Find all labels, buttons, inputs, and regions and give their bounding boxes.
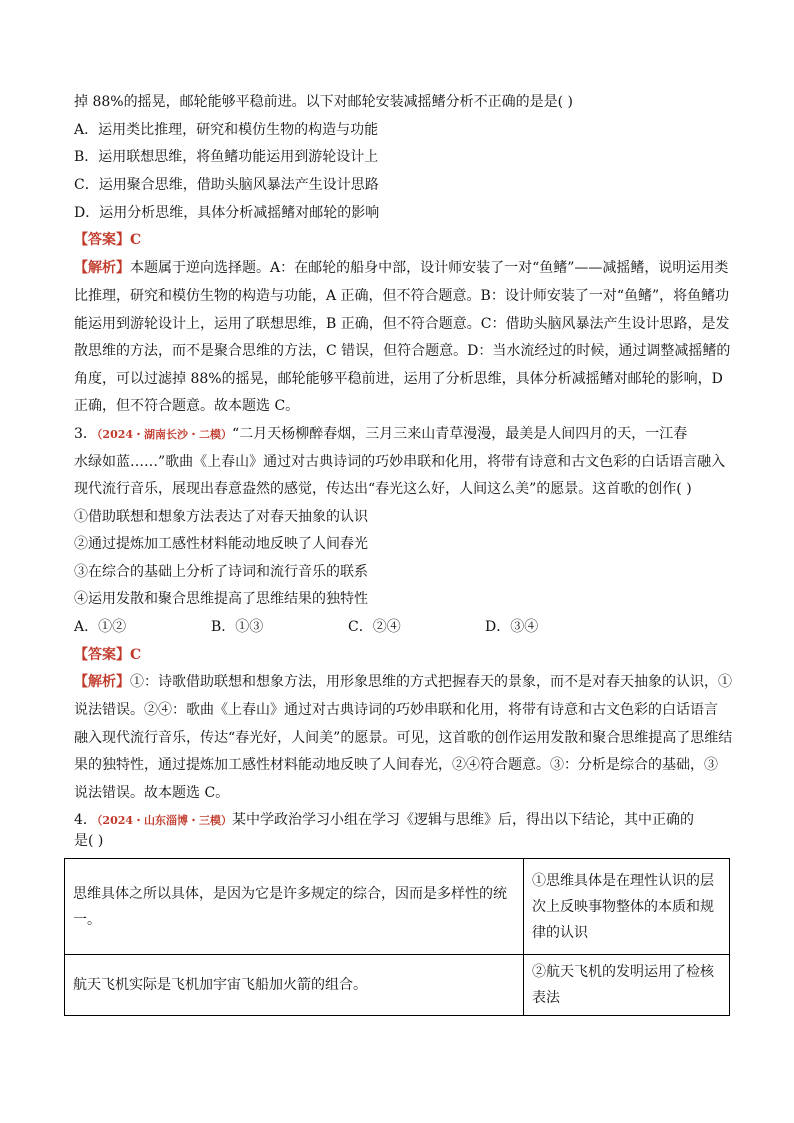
q2-option-a: A．运用类比推理，研究和模仿生物的构造与功能: [74, 122, 379, 138]
q2-analysis-line-5: 角度，可以过滤掉 88%的摇晃，邮轮能够平稳前进，运用了分析思维，具体分析减摇鳍对邮轮的影响，D: [74, 371, 723, 387]
table-row: [65, 955, 730, 1016]
table-cell-right: ①思维具体是在理性认识的层次上反映事物整体的本质和规律的认识: [524, 859, 730, 955]
stem-text: 某中学政治学习小组在学习《逻辑与思维》后，得出以下结论，其中正确的: [232, 812, 695, 828]
q2-option-d: D．运用分析思维，具体分析减摇鳍对邮轮的影响: [74, 205, 380, 221]
answer-value: C: [130, 232, 142, 248]
answer-tag: 【答案】: [74, 647, 130, 663]
choice-a: A．①②: [74, 619, 127, 635]
analysis-tag: 【解析】: [74, 674, 130, 690]
q4-stem-line-2: 是( ): [74, 833, 104, 849]
analysis-tag: 【解析】: [74, 260, 130, 276]
q2-stem-tail: 掉 88%的摇晃，邮轮能够平稳前进。以下对邮轮安装减摇鳍分析不正确的是是( ): [74, 94, 573, 110]
q3-analysis-line-3: 融入现代流行音乐，传达“春光好，人间美”的愿景。可见，这首歌的创作运用发散和聚合思维提高了思维结: [74, 730, 733, 746]
q3-item-2: ②通过提炼加工感性材料能动地反映了人间春光: [74, 536, 368, 552]
q3-analysis-line-4: 果的独特性，通过提炼加工感性材料能动地反映了人间春光，②④符合题意。③：分析是综合的基础，③: [74, 757, 718, 773]
q2-option-b: B．运用联想思维，将鱼鳍功能运用到游轮设计上: [74, 149, 379, 165]
stem-text: “二月天杨柳醉春烟，三月三来山青草漫漫，最美是人间四月的天，一江春: [232, 426, 688, 442]
q3-analysis-line-1: [74, 674, 732, 690]
q4-stem-line-1: [74, 812, 694, 829]
table-row: [65, 859, 730, 955]
q2-analysis-line-3: 能运用到游轮设计上，运用了联想思维，B 正确，但不符合题意。C：借助头脑风暴法产生设计思路，是发: [74, 316, 730, 332]
q3-item-1: ①借助联想和想象方法表达了对春天抽象的认识: [74, 509, 368, 525]
answer-tag: 【答案】: [74, 232, 130, 248]
question-source: （2024・山东淄博・三模）: [96, 814, 233, 827]
q3-item-4: ④运用发散和聚合思维提高了思维结果的独特性: [74, 591, 368, 607]
choice-d: D．③④: [485, 619, 539, 635]
q2-analysis-line-1: [74, 260, 728, 276]
question-number: 3．: [74, 426, 97, 442]
q3-item-3: ③在综合的基础上分析了诗词和流行音乐的联系: [74, 564, 368, 580]
answer-value: C: [130, 647, 142, 663]
q2-answer: [74, 232, 141, 248]
q2-option-c: C．运用聚合思维，借助头脑风暴法产生设计思路: [74, 177, 379, 193]
q4-table: [64, 858, 730, 1016]
q3-analysis-line-2: 说法错误。②④：歌曲《上春山》通过对古典诗词的巧妙串联和化用，将带有诗意和古文色彩的白话语言: [74, 702, 718, 718]
question-source: （2024・湖南长沙・二模）: [96, 428, 233, 441]
q3-analysis-line-5: 说法错误。故本题选 C。: [74, 785, 230, 801]
choice-c: C．②④: [348, 619, 401, 635]
analysis-text: 本题属于逆向选择题。A：在邮轮的船身中部，设计师安装了一对“鱼鳍”——减摇鳍，说明运用类: [130, 260, 729, 276]
q3-choices: [74, 619, 538, 635]
table-cell-right: ②航天飞机的发明运用了检核表法: [524, 955, 730, 1016]
q3-stem-line-1: [74, 426, 687, 443]
q2-analysis-line-4: 散思维的方法，而不是聚合思维的方法，C 错误，但符合题意。D：当水流经过的时候，通过调整减摇鳍的: [74, 343, 731, 359]
table-cell-left: 思维具体之所以具体，是因为它是许多规定的综合，因而是多样性的统一。: [65, 859, 524, 955]
q3-stem-line-3: 现代流行音乐，展现出春意盎然的感觉，传达出“春光这么好，人间这么美”的愿景。这首歌的创作( ): [74, 481, 692, 497]
q3-answer: [74, 647, 141, 663]
analysis-text: ①：诗歌借助联想和想象方法，用形象思维的方式把握春天的景象，而不是对春天抽象的认识，①: [130, 674, 732, 690]
q2-analysis-line-2: 比推理，研究和模仿生物的构造与功能，A 正确，但不符合题意。B：设计师安装了一对“鱼鳍”，将鱼鳍功: [74, 288, 730, 304]
table-cell-left: 航天飞机实际是飞机加宇宙飞船加火箭的组合。: [65, 955, 524, 1016]
q3-stem-line-2: 水绿如蓝……”歌曲《上春山》通过对古典诗词的巧妙串联和化用，将带有诗意和古文色彩的白话语言融入: [74, 454, 726, 470]
q2-analysis-line-6: 正确，但不符合题意。故本题选 C。: [74, 398, 300, 414]
choice-b: B．①③: [211, 619, 264, 635]
question-number: 4．: [74, 812, 97, 828]
